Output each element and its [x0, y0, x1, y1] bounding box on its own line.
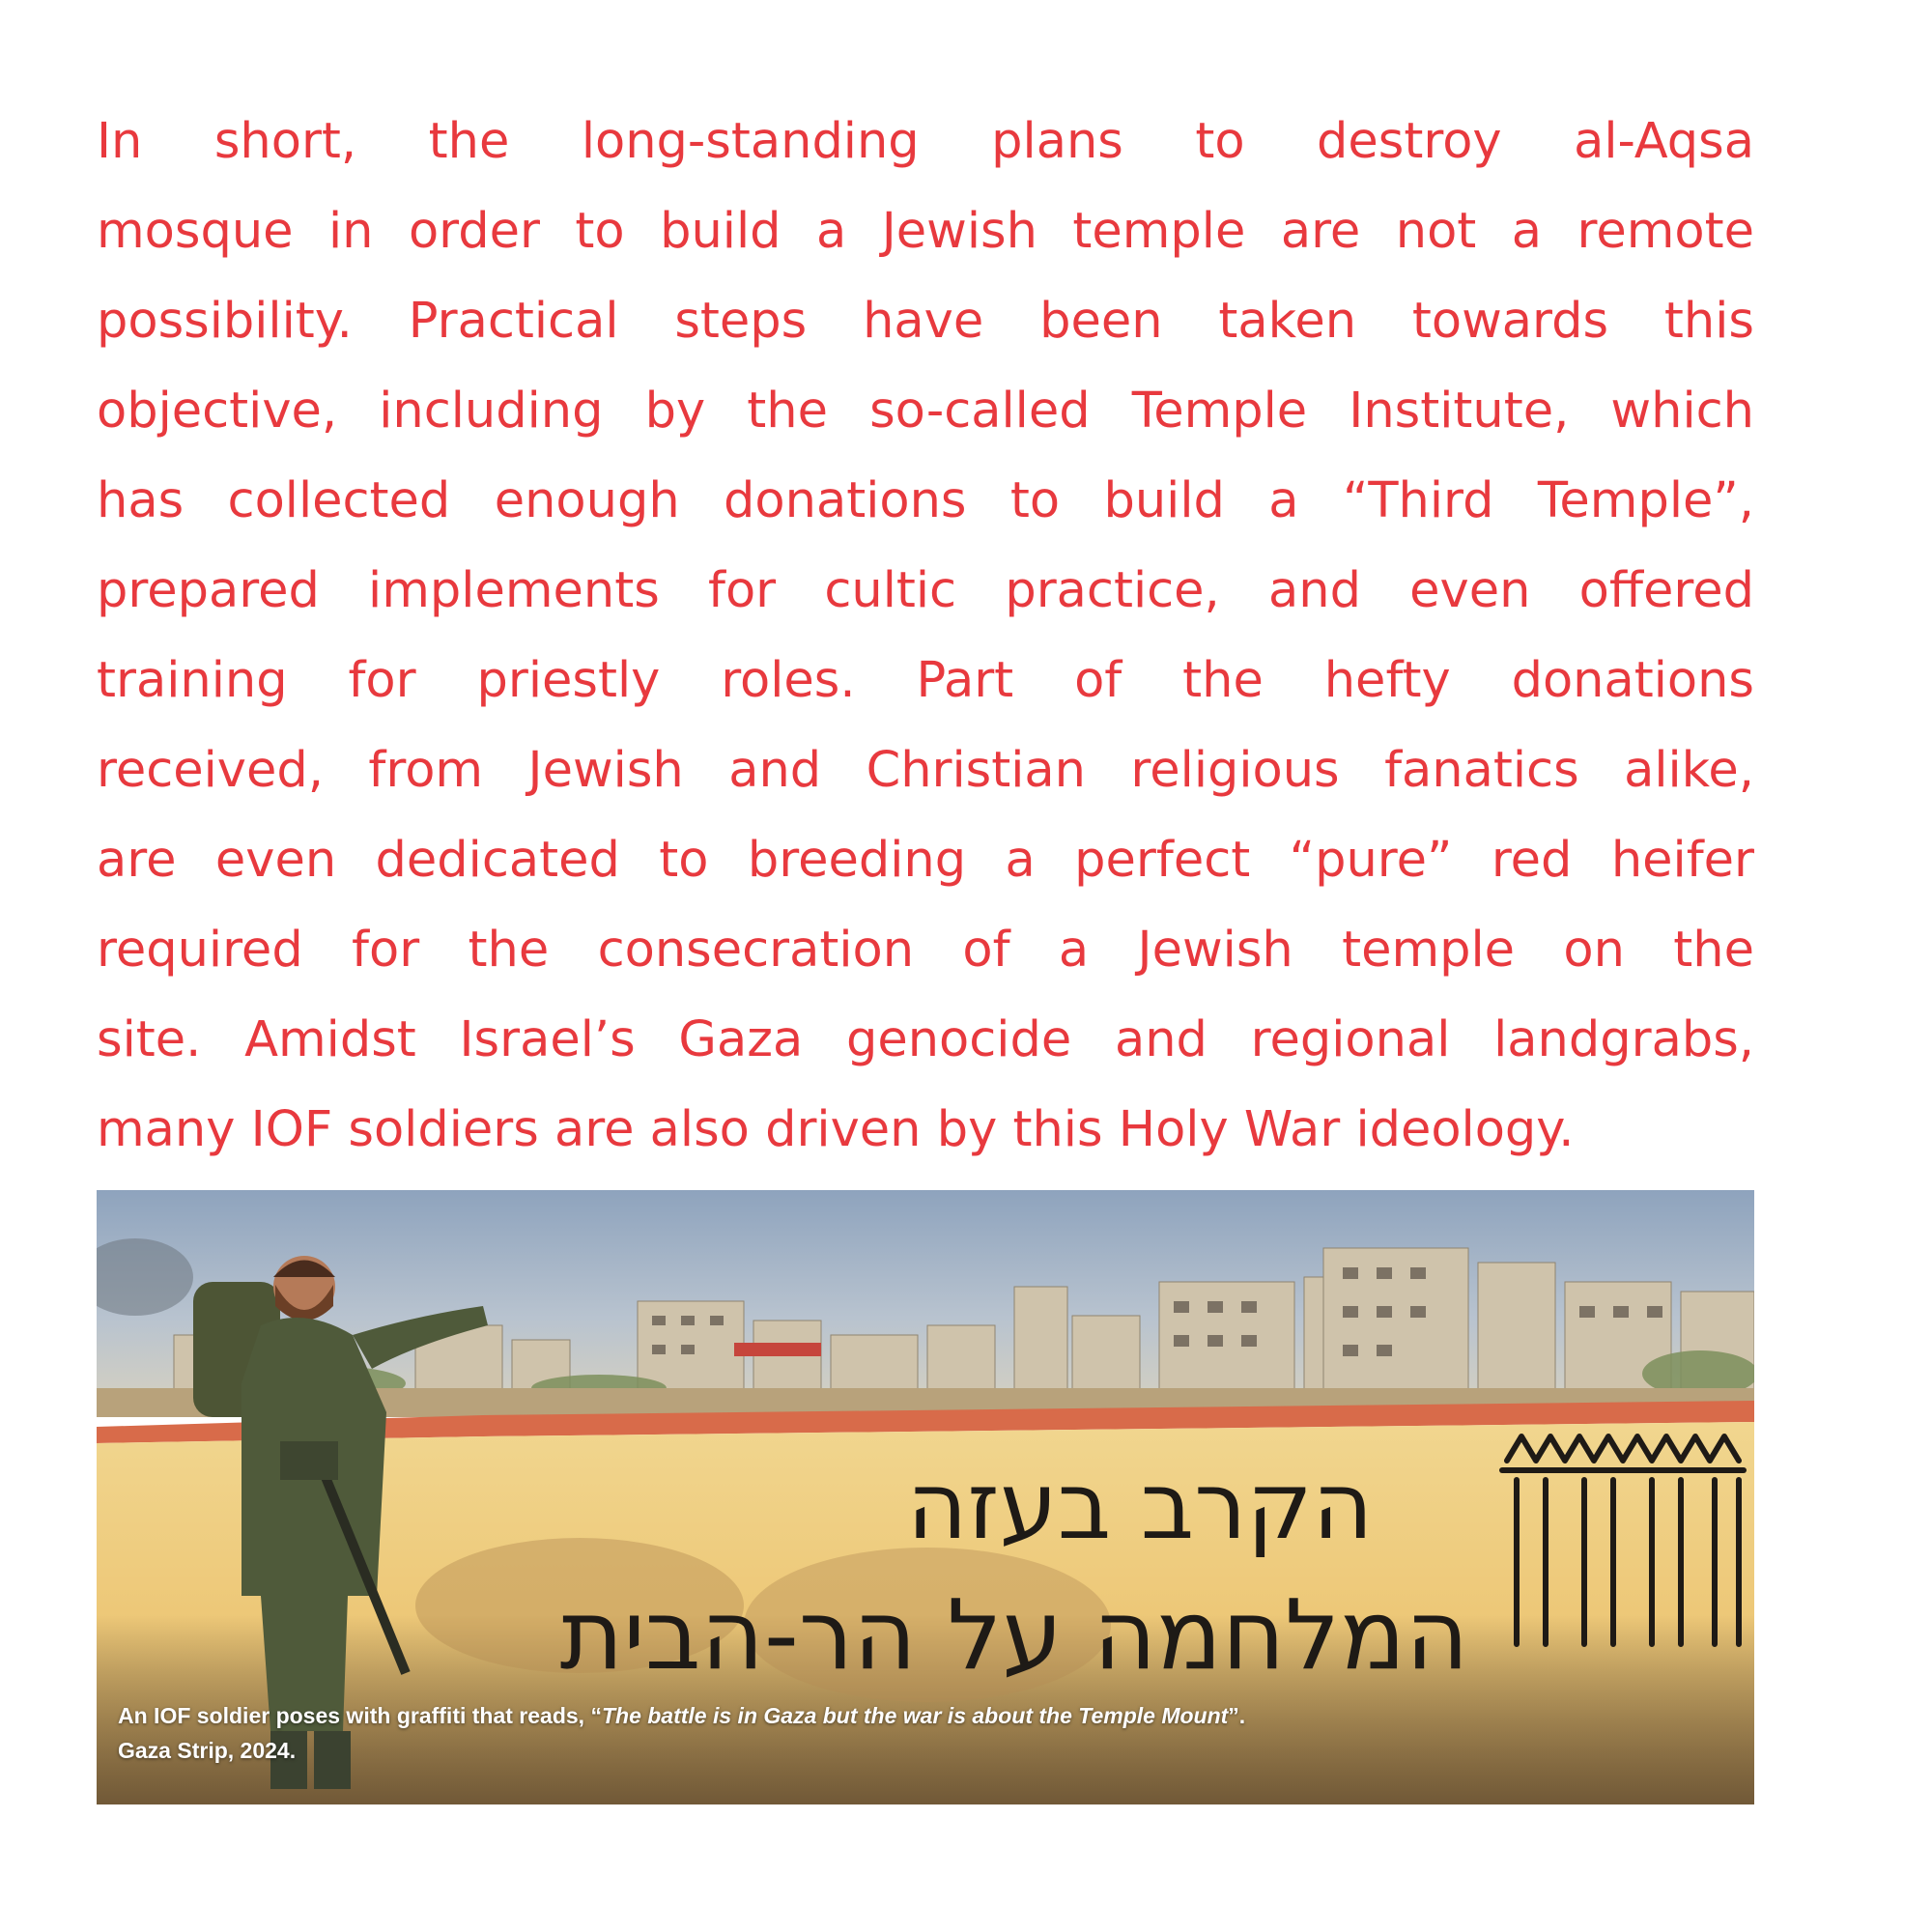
paragraph-line: has collected enough donations to build a “Third Temple”, [97, 472, 1754, 529]
paragraph-line: are even dedicated to breeding a perfect “pure” red heifer [97, 832, 1754, 889]
caption-quote: The battle is in Gaza but the war is about the Temple Mount [601, 1703, 1229, 1728]
photo-caption [118, 1698, 1245, 1768]
graffiti-line-1: הקרב בעזה [906, 1452, 1374, 1560]
paragraph-line: training for priestly roles. Part of the hefty donations [97, 652, 1754, 709]
paragraph-line: prepared implements for cultic practice, and even offered [97, 562, 1754, 619]
article-paragraph [97, 97, 1754, 1175]
paragraph-line: required for the consecration of a Jewish temple on the [97, 922, 1754, 979]
graffiti-line-2: המלחמה על הר-הבית [559, 1578, 1469, 1691]
paragraph-line: many IOF soldiers are also driven by this Holy War ideology. [97, 1101, 1575, 1158]
paragraph-line: site. Amidst Israel’s Gaza genocide and regional landgrabs, [97, 1011, 1754, 1068]
red-roof [734, 1343, 821, 1356]
paragraph-line: In short, the long-standing plans to destroy al-Aqsa [97, 113, 1754, 170]
paragraph-line: mosque in order to build a Jewish temple are not a remote [97, 203, 1754, 260]
paragraph-line: received, from Jewish and Christian religious fanatics alike, [97, 742, 1754, 799]
paragraph-line: objective, including by the so-called Temple Institute, which [97, 383, 1754, 440]
caption-location-date: Gaza Strip, 2024. [118, 1738, 297, 1763]
paragraph-line: possibility. Practical steps have been taken towards this [97, 293, 1754, 350]
caption-suffix: ”. [1228, 1703, 1246, 1728]
photo-figure [97, 1190, 1754, 1804]
caption-prefix: An IOF soldier poses with graffiti that reads, “ [118, 1703, 602, 1728]
